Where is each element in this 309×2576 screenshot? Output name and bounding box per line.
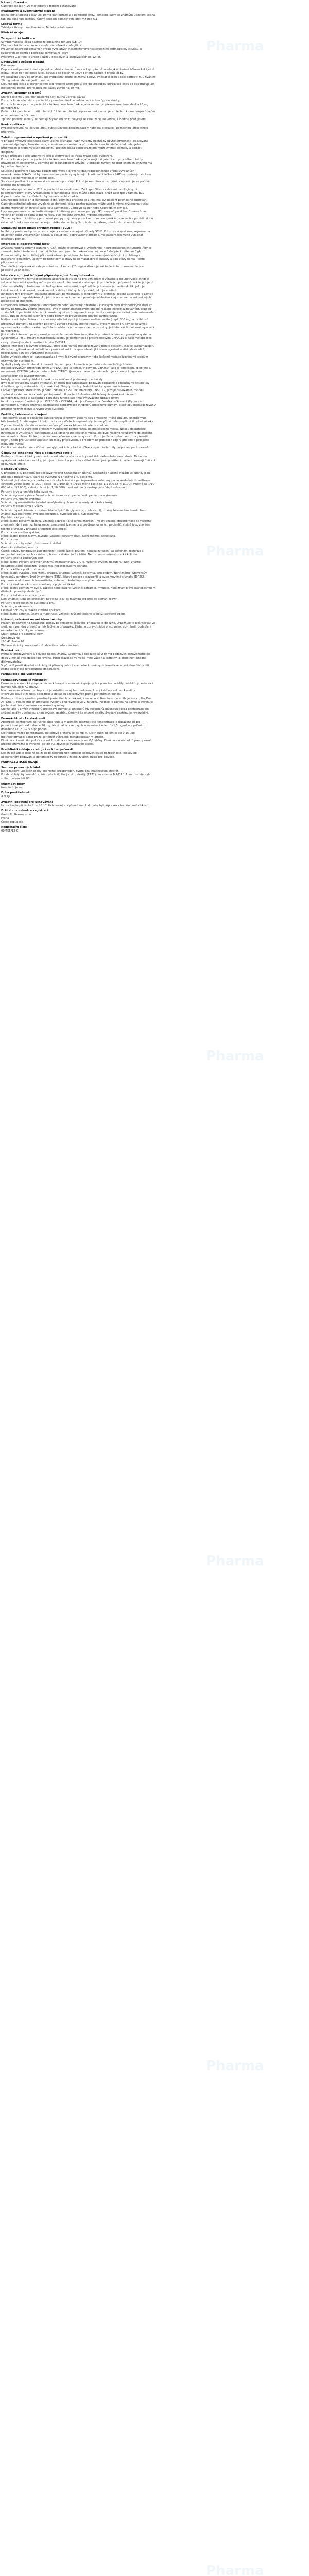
- body-paragraph: Porucha funkce jater: u pacientů s těžkou poruchou funkce jater nemá být překročena denní dávka 20 mg pantoprazolu.: [1, 103, 149, 110]
- section-heading: Seznam pomocných látek: [1, 766, 41, 770]
- body-paragraph: Tento léčivý přípravek obsahuje méně než 1 mmol (23 mg) sodíku v jedné tabletě, to znamená, že je v podstatě „bez sodíku“.: [1, 265, 144, 272]
- section-heading: Subakutní kožní lupus erythematodes (SCLE): [1, 226, 72, 230]
- body-paragraph: Méně časté: vyrážka / exantém / erupce, pruritus. Vzácné: kopřivka, angioedém. Není známo: Stevensův-Johnsonův syndrom, Lyellův syndrom (TEN), léková reakce s eozinofilií a systémovými příznaky (DRESS), erythema multiforme, fotosenzitivita, subakutní kožní lupus erythematodes.: [1, 572, 148, 583]
- section-heading: Předávkování: [1, 649, 23, 653]
- body-paragraph: Stejně jako u jiných inhibitorů protonové pumpy a inhibitorů H2 receptorů způsobuje léčba pantoprazolem snížení acidity v žaludku, a tím zvýšení gastrinu úměrně ke snížení acidity. Zvýšení gastrinu je reverzibilní.: [1, 708, 149, 715]
- body-paragraph: Není známo: tubulointersticiální nefritida (TIN) (s možnou progresí do selhání ledvin).: [1, 598, 119, 601]
- body-paragraph: Kumarinová antikoagulancia (fenprokumon nebo warfarin): přestože v klinických farmakokinetických studiích nebyly pozorovány žádné interakce, bylo v postmarketingovém období hlášeno několik izolovaných případů změn INR. U pacientů léčených kumarinovými antikoagulancii se proto doporučuje sledování protrombinového času / INR po zahájení, ukončení nebo během nepravidelného užívání pantoprazolu.: [1, 303, 155, 318]
- section-heading: Farmakokinetické vlastnosti: [1, 717, 45, 720]
- body-paragraph: Státní ústav pro kontrolu léčiv: [1, 633, 43, 636]
- body-paragraph: Pediatrická populace: u dětí mladších 12 let se užívání přípravku nedoporučuje vzhledem k omezeným údajům o bezpečnosti a účinnosti.: [1, 110, 156, 117]
- body-paragraph: Nebyly zaznamenány žádné interakce se současně podávanými antacidy.: [1, 378, 104, 381]
- svg-text:Pharma: Pharma: [206, 1553, 264, 1569]
- body-paragraph: Jedna jedna tableta obsahuje 10 mg pantoprazolu a pomocné látky. Pomocné látky se známým účinkem: jedna tableta obsahuje laktózu. Úplný seznam pomocných látek viz bod 6.1.: [1, 13, 156, 21]
- body-paragraph: Pomocné látky: tento léčivý přípravek obsahuje laktózu. Pacienti se vzácnými dědičnými problémy s intolerancí galaktózy, úplným nedostatkem laktázy nebo malabsorpcí glukózy a galaktózy nemají tento přípravek užívat.: [1, 254, 145, 265]
- body-paragraph: Současné podávání s atazanavirem se nedoporučuje. Pokud je kombinace nezbytná, doporučuje se pečlivé klinické monitorování.: [1, 180, 150, 188]
- body-paragraph: Neuplatňuje se.: [1, 786, 23, 790]
- pharmacy-watermark: [201, 2050, 294, 2081]
- section-heading: Dávkování a způsob podání: [1, 60, 44, 64]
- section-heading: Nežádoucí účinky: [1, 468, 29, 471]
- body-paragraph: Pantoprazol se v kyselém prostředí parietálních buněk mění na svou aktivní formu a inhibuje enzym H+,K+-ATPázu, tj. finální stupeň produkce kyseliny chlorovodíkové v žaludku. Inhibice je závislá na dávce a ovlivňuje jak bazální, tak stimulovanou sekreci kyseliny.: [1, 697, 153, 707]
- body-paragraph: Fertilita: ve studiích na zvířatech nebyly prokázány žádné důkazy o poruše fertility po podání pantoprazolu.: [1, 446, 151, 450]
- body-paragraph: Uchovávejte při teplotě do 25 °C. Uchovávejte v původním obalu, aby byl přípravek chráněn před vlhkostí.: [1, 804, 150, 807]
- body-paragraph: 3 roky.: [1, 795, 10, 799]
- body-paragraph: Induktory enzymů ovlivňujících CYP2C19 a CYP3A4, jako je rifampicin a třezalka tečkovaná (Hypericum perforatum), mohou snižovat plazmatické koncentrace inhibitorů protonové pumpy, které jsou metabolizovány prostřednictvím těchto enzymových systémů.: [1, 400, 156, 411]
- body-paragraph: Tablety s řízeným uvolňováním. Tablety potahované.: [1, 26, 74, 30]
- body-paragraph: Dlouhodobá léčba a prevence relapsů refluxní ezofagitidy.: [1, 44, 82, 48]
- body-paragraph: Při dosažení úlevy od příznaků lze symptomy, které se znovu objeví, zvládat léčbou podle potřeby, tj. užíváním 20 mg jednou denně, je-li to nutné.: [1, 75, 156, 82]
- body-paragraph: Dlouhodobá léčba a prevence relapsů refluxní ezofagitidy: pro dlouhodobou udržovací léčbu se doporučuje 20 mg jednou denně, při relapsu lze dávku zvýšit na 40 mg.: [1, 83, 154, 90]
- body-paragraph: Biotransformace: pantoprazol je téměř výhradně metabolizován v játrech.: [1, 735, 105, 739]
- body-paragraph: Česká republika: [1, 820, 23, 824]
- body-paragraph: Jiné studie interakcí: pantoprazol je rozsáhle metabolizován v játrech prostřednictvím enzymového systému cytochromu P450. Hlavní metabolickou cestou je demethylace prostřednictvím CYP2C19 a další metabolické cesty zahrnují oxidaci prostřednictvím CYP3A4.: [1, 333, 152, 344]
- pharmacy-watermark: [201, 1041, 294, 1072]
- body-paragraph: Methotrexát: bylo hlášeno, že současné užívání vysokých dávek methotrexátu (např. 300 mg) a inhibitorů protonové pumpy u některých pacientů zvyšuje hladiny methotrexátu. Proto v situacích, kdy se používají vysoké dávky methotrexátu, například u nádorových onemocnění a psoriázy, je třeba zvážit dočasné vysazení pantoprazolu.: [1, 318, 154, 333]
- body-paragraph: Studie interakcí s léčivými přípravky, které jsou rovněž metabolizovány těmito cestami, jako je karbamazepin, diazepam, glibenklamid, nifedipin a perorální antikoncepce obsahující levonorgestrel a ethinylestradiol, neprokázaly klinicky významné interakce.: [1, 344, 154, 355]
- body-paragraph: Časté: polypy fundických žláz (benigní). Méně časté: průjem, nauzea/zvracení, abdominální distenze a nadýmání, zácpa, sucho v ústech, bolest a diskomfort v břiše. Není známo: mikroskopická kolitida.: [1, 549, 144, 557]
- body-paragraph: Farmakoterapeutická skupina: léčiva k terapii onemocnění spojených s poruchou acidity, inhibitory protonové pumpy. ATC kód: A02BC02.: [1, 682, 154, 689]
- pharmacy-watermark: [201, 31, 294, 62]
- body-paragraph: Poruchy kůže a podkožní tkáně: [1, 568, 44, 571]
- body-paragraph: Zvýšená hladina chromograninu A (CgA) může interferovat s vyšetřeními neuroendokrinních tumorů. Aby se zamezilo této interferenci, má být léčba pantoprazolem ukončena nejméně 5 dní před měřením CgA.: [1, 246, 152, 253]
- body-paragraph: Symptomatická léčba gastroezofageálního refluxu (GERD).: [1, 40, 83, 44]
- body-paragraph: Méně časté: astenie, únava a malátnost. Vzácné: zvýšení tělesné teploty, periferní edém.: [1, 613, 126, 616]
- body-paragraph: Doporučená perorální dávka je jedna tableta denně. Úleva od symptomů se obvykle dostaví během 2–4 týdnů léčby. Pokud to není dostačující, obvykle se dosáhne úlevy během dalších 4 týdnů léčby.: [1, 68, 154, 75]
- body-paragraph: U přibližně 5 % pacientů lze očekávat výskyt nežádoucích účinků. Nejčastěji hlášené nežádoucí účinky jsou průjem a bolest hlavy, které se vyskytují u přibližně 1 % pacientů.: [1, 471, 150, 479]
- body-paragraph: Inhibitory HIV proteázy: současné podávání pantoprazolu s inhibitory HIV proteázy, jejichž absorpce je závislá na kyselém intragastrickém pH, jako je atazanavir, se nedoporučuje vzhledem k významnému snížení jejich biologické dostupnosti.: [1, 293, 153, 303]
- svg-text:Pharma: Pharma: [206, 39, 264, 54]
- body-paragraph: Porucha funkce ledvin: u pacientů s poruchou funkce ledvin není nutná úprava dávky.: [1, 99, 121, 103]
- body-paragraph: 100 41 Praha 10: [1, 640, 24, 643]
- body-paragraph: Léčivé přípravky, které inhibují nebo indukují CYP2C19: inhibitory CYP2C19, jako je fluvoxamin, mohou zvyšovat systémovou expozici pantoprazolu. U pacientů dlouhodobě léčených vysokými dávkami pantoprazolu nebo u pacientů s poruchou funkce jater má být zvážena úprava dávky.: [1, 389, 144, 400]
- section-heading: Držitel rozhodnutí o registraci: [1, 809, 48, 813]
- body-paragraph: 09/455/12-C: [1, 829, 19, 833]
- body-paragraph: Poruchy ledvin a močových cest: [1, 594, 46, 598]
- section-heading: Předklinické údaje vztahující se k bezpečnosti: [1, 748, 73, 752]
- body-paragraph: Poruchy reprodukčního systému a prsu: [1, 601, 56, 605]
- pharmacy-watermark: [201, 2555, 294, 2576]
- section-heading: Fertilita, těhotenství a kojení: [1, 413, 47, 416]
- svg-text:Pharma: Pharma: [206, 1048, 264, 1064]
- body-paragraph: V případě výskytu jakéhokoli alarmujícího příznaku (např. výrazný nechtěný úbytek hmotnosti, opakované zvracení, dysfagie, hematemeza, anémie nebo meléna) a při podezření na žaludeční vřed nebo jeho přítomnosti je třeba vyloučit malignitu, protože léčba pantoprazolem může zmírnit příznaky a oddálit diagnózu.: [1, 139, 149, 154]
- section-heading: Registrační číslo: [1, 825, 27, 829]
- body-paragraph: Dávkování: [1, 64, 16, 68]
- section-heading: FARMACEUTICKÉ ÚDAJE: [1, 760, 38, 764]
- body-paragraph: Hlášení podezření na nežádoucí účinky po registraci léčivého přípravku je důležité. Umožňuje to pokračovat ve sledování poměru přínosů a rizik léčivého přípravku. Žádáme zdravotnické pracovníky, aby hlásili podezření na nežádoucí účinky na adresu:: [1, 621, 156, 633]
- body-paragraph: Neklinické údaje získané na základě konvenčních farmakologických studií bezpečnosti, toxicity po opakovaném podávání a genotoxicity neodhalily žádné zvláštní riziko pro člověka.: [1, 752, 137, 759]
- body-paragraph: Porucha funkce jater: u pacientů s těžkou poruchou funkce jater mají být jaterní enzymy během léčby pravidelně monitorovány, zejména při dlouhodobém užívání. V případě zvýšení hodnot jaterních enzymů má být léčba ukončena.: [1, 158, 152, 169]
- body-paragraph: Léčivé přípravky s farmakokinetikou absorpce závislou na pH: vzhledem k výrazné a dlouhotrvající inhibici sekrece žaludeční kyseliny může pantoprazol interferovat s absorpcí jiných léčivých přípravků, u kterých je pH žaludku důležitým faktorem pro biologickou dostupnost, např. některých azolových antimykotik, jako je ketokonazol, itrakonazol, posakonazol, a dalších léčivých přípravků, jako je erlotinib.: [1, 278, 155, 292]
- body-paragraph: Vliv na absorpci vitaminu B12: u pacientů se syndromem Zollinger-Ellison a dalšími patologickými hypersekrečními stavy vyžadujícími dlouhodobou léčbu může pantoprazol snížit absorpci vitaminu B12 (kyanokobalaminu) v důsledku hypo- nebo achlorhydrie.: [1, 188, 145, 198]
- section-heading: Inkompatibility: [1, 782, 25, 786]
- body-paragraph: Gastrolit prášek 4,90 mg tablety s filmem potahované: [1, 5, 77, 8]
- body-paragraph: Eliminace: terminální poločas je asi 1 hodina a clearance je asi 0,1 l/h/kg. Eliminace metabolitů pantoprazolu probíhá převážně ledvinami (asi 80 %), zbytek je vylučován stolicí.: [1, 739, 153, 746]
- section-heading: Zvláštní opatření pro uchovávání: [1, 800, 53, 804]
- body-paragraph: Vzácné: poruchy vidění / rozmazané vidění.: [1, 542, 62, 546]
- body-paragraph: Méně časté: bolest hlavy, závratě. Vzácné: poruchy chuti. Není známo: parestezie.: [1, 535, 116, 538]
- body-paragraph: Pokud příznaky i přes adekvátní léčbu přetrvávají, je třeba zvážit další vyšetření.: [1, 154, 113, 158]
- body-paragraph: Praha: [1, 817, 9, 820]
- body-paragraph: Dlouhodobá léčba: při dlouhodobé léčbě, zejména přesahující 1 rok, má být pacient pravidelně sledován.: [1, 199, 147, 202]
- body-paragraph: Pantoprazol nemá žádný nebo má zanedbatelný vliv na schopnost řídit nebo obsluhovat stroje. Mohou se vyskytnout nežádoucí účinky, jako jsou závratě a poruchy vidění. Pokud jsou postiženi, pacienti nemají řídit ani obsluhovat stroje.: [1, 455, 156, 466]
- body-paragraph: Šrobárova 48: [1, 636, 20, 640]
- body-paragraph: Poruchy oka: [1, 538, 18, 542]
- section-heading: Klinické údaje: [1, 31, 23, 35]
- body-paragraph: Mechanismus účinku: pantoprazol je substituovaný benzimidazol, který inhibuje sekreci kyseliny chlorovodíkové v žaludku specifickou blokádou protonových pump parietálních buněk.: [1, 689, 135, 697]
- body-paragraph: Psychiatrické poruchy: [1, 516, 32, 520]
- body-paragraph: Distribuce: vazba pantoprazolu na sérové proteiny je asi 98 %. Distribuční objem je asi 0,15 l/kg.: [1, 732, 136, 735]
- pharmacy-watermark: [201, 536, 294, 567]
- section-heading: Interakce s jinými léčivými přípravky a jiné formy interakce: [1, 274, 95, 278]
- document-body: [1, 1, 156, 833]
- body-paragraph: Vzácné: agranulocytóza. Velmi vzácné: trombocytopenie, leukopenie, pancytopenie.: [1, 494, 118, 497]
- body-paragraph: Absorpce: pantoprazol se rychle absorbuje a maximální plazmatické koncentrace je dosaženo již po jednorázové perorální dávce 20 mg. Maximálních sérových koncentrací kolem 1–1,5 µg/ml je v průměru dosaženo asi 2,0–2,5 h po podání.: [1, 720, 146, 732]
- body-paragraph: Současné podávání s NSAID: použití přípravku k prevenci gastroduodenálních vředů vyvolaných neselektivními NSAID má být omezeno na pacienty vyžadující kontinuální léčbu NSAID se zvýšeným rizikem vzniku gastrointestinálních komplikací.: [1, 169, 151, 180]
- body-paragraph: Gastrointestinální poruchy: [1, 546, 38, 549]
- pharmacy-watermark: [201, 1546, 294, 1577]
- section-heading: Kontraindikace: [1, 123, 25, 127]
- body-paragraph: Přípravek Gastrolit je určen k užití u dospělých a dospívajících od 12 let.: [1, 55, 101, 59]
- body-paragraph: Poruchy jater a žlučových cest: [1, 557, 44, 561]
- body-paragraph: Příznaky předávkování u člověka nejsou známy. Systémová expozice až 240 mg podaných intravenózně po dobu 2 minut byla dobře tolerována. Pantoprazol se ve velké míře váže na proteiny, a proto není snadno dialyzovatelný.: [1, 653, 150, 664]
- body-paragraph: Nelze vyloučit interakci pantoprazolu s jinými léčivými přípravky nebo látkami metabolizovanými stejným enzymovým systémem.: [1, 355, 148, 363]
- body-paragraph: Vzácné: gynekomastie.: [1, 605, 33, 608]
- section-heading: Zvláštní upozornění a opatření pro použití: [1, 135, 67, 139]
- body-paragraph: Gastrointestinální infekce vyvolané bakteriemi: léčba pantoprazolem může vést k mírně zvýšenému riziku gastrointestinálních infekcí, jako jsou Salmonella, Campylobacter nebo Clostridium difficile.: [1, 202, 149, 210]
- section-heading: Hlášení podezření na nežádoucí účinky: [1, 618, 62, 621]
- body-paragraph: V následující tabulce jsou nežádoucí účinky hlášené s pantoprazolem seřazeny podle následující klasifikace četnosti: velmi časté (≥ 1/10); časté (≥ 1/100 až < 1/10); méně časté (≥ 1/1 000 až < 1/100); vzácné (≥ 1/10 000 až < 1/1 000); velmi vzácné (< 1/10 000), není známo (z dostupných údajů nelze určit).: [1, 479, 154, 490]
- body-paragraph: Inhibitory protonové pumpy jsou spojeny s velmi vzácnými případy SCLE. Pokud se objeví léze, zejména na oblastech kůže vystavených slunci, a pokud jsou doprovázeny artralgií, má pacient okamžitě vyhledat lékařskou pomoc.: [1, 230, 150, 241]
- body-paragraph: Méně časté: zlomeniny kyčle, zápěstí nebo páteře. Vzácné: artralgie, myalgie. Není známo: svalový spasmus v důsledku poruchy elektrolytů.: [1, 586, 156, 594]
- body-paragraph: Jádro tablety: uhličitan sodný, mannitol, krospovidon, hyprolóza, magnesium-stearát.: [1, 770, 119, 773]
- body-paragraph: Hypersenzitivita na léčivou látku, substituované benzimidazoly nebo na kteroukoli pomocnou látku tohoto přípravku.: [1, 127, 149, 134]
- body-paragraph: Méně časté: zvýšení jaterních enzymů (transaminázy, γ-GT). Vzácné: zvýšení bilirubinu. Není známo: hepatocelulární poškození, žloutenka, hepatocelulární selhání.: [1, 561, 142, 568]
- body-paragraph: Těhotenství: údaje o podávání pantoprazolu těhotným ženám jsou omezené (méně než 300 ukončených těhotenství). Studie reprodukční toxicity na zvířatech neprokázaly žádné přímé nebo nepřímé škodlivé účinky. Z preventivních důvodů se nedoporučuje přípravek během těhotenství užívat.: [1, 416, 154, 428]
- body-paragraph: Výsledky řady studií interakcí ukazují, že pantoprazol neovlivňuje metabolismus léčivých látek metabolizovaných prostřednictvím CYP1A2 (jako je kofein, theofylin), CYP2C9 (jako je piroxikam, diklofenak, naproxen), CYP2D6 (jako je metoprolol), CYP2E1 (jako je ethanol), a neinterferuje s absorpcí digoxinu souvisejícím s p-glykoproteinem.: [1, 363, 151, 378]
- section-heading: Farmakodynamické vlastnosti: [1, 678, 48, 682]
- body-paragraph: Starší pacienti: u starších pacientů není nutná úprava dávky.: [1, 95, 85, 99]
- body-paragraph: Prevence gastroduodenálních vředů vyvolaných neselektivními nesteroidními antiflogistiky (NSAID) u rizikových pacientů s potřebou kontinuální léčby.: [1, 48, 142, 55]
- svg-text:Pharma: Pharma: [206, 2058, 264, 2074]
- body-paragraph: Poruchy nervového systému: [1, 531, 41, 534]
- section-heading: Farmakologické vlastnosti: [1, 673, 42, 676]
- section-heading: Interakce s laboratorními testy: [1, 243, 50, 246]
- section-heading: Název přípravku: [1, 1, 27, 4]
- body-paragraph: Poruchy svalové a kosterní soustavy a pojivové tkáně: [1, 583, 76, 586]
- section-heading: Doba použitelnosti: [1, 791, 31, 795]
- body-paragraph: Poruchy krve a lymfatického systému: [1, 490, 54, 494]
- svg-text:Pharma: Pharma: [206, 2563, 264, 2576]
- body-paragraph: Způsob podání: Tablety se nemají žvýkat ani drtit, polykají se celé, zapijí se vodou, 1 hodinu před jídlem.: [1, 117, 147, 121]
- body-paragraph: Poruchy metabolismu a výživy: [1, 505, 44, 509]
- section-heading: Kvalitativní a kvantitativní složení: [1, 10, 55, 13]
- body-paragraph: Vzácné: hyperlipidemie a zvýšení hladin lipidů (triglyceridy, cholesterol), změny tělesné hmotnosti. Není známo: hyponatremie, hypomagnezemie, hypokalcemie, hypokalemie.: [1, 509, 147, 516]
- body-paragraph: Hypomagnezemie: u pacientů léčených inhibitory protonové pumpy (PPI) alespoň po dobu tří měsíců, ve většině případů po dobu jednoho roku, byla hlášena závažná hypomagnezemie.: [1, 210, 147, 217]
- body-paragraph: Kojení: studie na zvířatech prokázaly vylučování pantoprazolu do mateřského mléka. Nejsou dostatečné informace o vylučování pantoprazolu do lidského mateřského mléka, ale bylo hlášeno vylučování do lidského mateřského mléka. Riziko pro novorozence/kojence nelze vyloučit. Proto je třeba rozhodnout, zda přerušit kojení, nebo přerušit léčbu/upustit od léčby přípravkem, s ohledem na prospěch kojení pro dítě a prospěch léčby pro matku.: [1, 428, 153, 446]
- body-paragraph: Zlomeniny kostí: inhibitory protonové pumpy, zejména pokud se užívají ve vysokých dávkách a po delší dobu (více než 1 rok), mohou mírně zvýšit riziko zlomenin kyčle, zápěstí a páteře, převážně u starších osob.: [1, 217, 153, 225]
- section-heading: Léková forma: [1, 23, 23, 26]
- body-paragraph: Webové stránky: www.sukl.cz/nahlasit-nezadouci-ucinek: [1, 643, 79, 647]
- body-paragraph: Gastrolit Pharma s.r.o.: [1, 813, 32, 817]
- body-paragraph: Byly také provedeny studie interakcí, při nichž byl pantoprazol podáván současně s příslušnými antibiotiky (klarithromycin, metronidazol, amoxicilin). Nebyly zjištěny žádné klinicky významné interakce.: [1, 381, 150, 389]
- body-paragraph: V případě předávkování s klinickými příznaky intoxikace nelze kromě symptomatické a podpůrné léčby dát žádné specifické terapeutické doporučení.: [1, 664, 150, 671]
- section-heading: Terapeutické indikace: [1, 37, 36, 40]
- svg-text:Pharma: Pharma: [206, 544, 264, 559]
- body-paragraph: Celkové poruchy a reakce v místě aplikace: [1, 609, 61, 613]
- body-paragraph: Poruchy imunitního systému: [1, 498, 41, 501]
- body-paragraph: Méně časté: poruchy spánku. Vzácné: deprese (a všechna zhoršení). Velmi vzácné: dezorientace (a všechna zhoršení). Není známo: halucinace, zmatenost (zejména u predisponovaných pacientů, stejně jako zhoršení těchto příznaků v případě předchozí existence).: [1, 520, 152, 531]
- section-heading: Účinky na schopnost řídit a obsluhovat stroje: [1, 451, 73, 455]
- body-paragraph: Vzácné: hypersenzitivita (včetně anafylaktických reakcí a anafylaktického šoku).: [1, 501, 113, 505]
- body-paragraph: Potah tablety: hypromelóza, triethyl-citrát, žlutý oxid železitý (E172), kopolymer MA/EA 1:1, natrium-lauryl-sulfát, polysorbát 80.: [1, 773, 150, 781]
- section-heading: Zvláštní skupiny pacientů: [1, 92, 42, 95]
